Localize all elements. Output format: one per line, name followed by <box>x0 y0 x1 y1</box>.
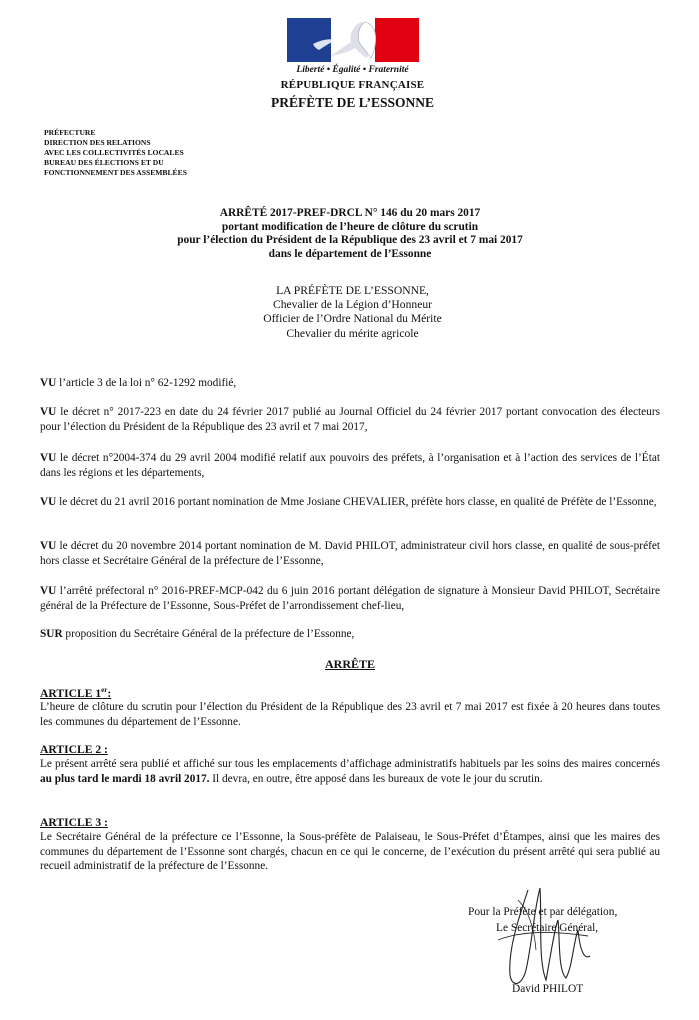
marianne-logo <box>287 18 419 62</box>
decree-title-line: pour l’élection du Président de la République des 23 avril et 7 mai 2017 <box>177 234 523 247</box>
author-line: Chevalier du mérite agricole <box>286 326 419 340</box>
author-line: Officier de l’Ordre National du Mérite <box>263 312 442 326</box>
visa-lead: VU <box>40 452 57 464</box>
visa-text: l’article 3 de la loi n° 62-1292 modifié, <box>56 377 237 389</box>
decree-title-line: ARRÊTÉ 2017-PREF-DRCL N° 146 du 20 mars 2017 <box>219 207 481 219</box>
decree-title-line: dans le département de l’Essonne <box>268 247 432 260</box>
visa-paragraph <box>40 376 660 391</box>
visa-paragraph <box>40 451 660 480</box>
visa-paragraph <box>40 584 660 613</box>
article-3-text: Le Secrétaire Général de la préfecture ce l’Essonne, la Sous-préfète de Palaiseau, le Sous-Préfet d’Étampes, ainsi que les maires des communes du département de l’Essonne sont chargés, chacun en ce qui le concerne, de l’exécution du présent arrêté qui sera publié au recueil administratif de la préfecture de l’Essonne. <box>40 831 660 873</box>
visa-paragraph <box>40 405 660 434</box>
visa-lead: SUR <box>40 628 63 640</box>
article-2-title: ARTICLE 2 : <box>40 743 108 756</box>
author-block <box>200 284 505 341</box>
visa-text: proposition du Secrétaire Général de la préfecture de l’Essonne, <box>62 628 355 640</box>
article-1-text: L’heure de clôture du scrutin pour l’élection du Président de la République des 23 avril et 7 mai 2017 est fixée à 20 heures dans toutes les communes du département de l’Essonne. <box>40 701 660 728</box>
article-3-title: ARTICLE 3 : <box>40 816 108 829</box>
department-line: DIRECTION DES RELATIONS <box>44 138 151 147</box>
motto: Liberté • Égalité • Fraternité <box>296 65 409 75</box>
author-line: Chevalier de la Légion d’Honneur <box>272 298 433 312</box>
visa-text: l’arrêté préfectoral n° 2016-PREF-MCP-042 du 6 juin 2016 portant délégation de signature à Monsieur David PHILOT, Secrétaire général de la Préfecture de l’Essonne, Sous-Préfet de l’arrondissement chef-lieu, <box>40 585 660 612</box>
visa-text: le décret du 21 avril 2016 portant nomination de Mme Josiane CHEVALIER, préfète hors classe, en qualité de Préfète de l’Essonne, <box>56 496 657 508</box>
arrete-heading: ARRÊTE <box>324 657 375 671</box>
department-block <box>44 128 187 178</box>
visa-text: le décret du 20 novembre 2014 portant nomination de M. David PHILOT, administrateur civil hors classe, en qualité de sous-préfet hors classe et Secrétaire Général de la préfecture de l’Essonne, <box>40 540 660 567</box>
visa-lead: VU <box>40 585 57 597</box>
author-line: LA PRÉFÈTE DE L’ESSONNE, <box>276 284 429 297</box>
visa-lead: VU <box>40 496 57 508</box>
signature-role: Le Secrétaire Général, <box>496 922 599 934</box>
signatory-name: David PHILOT <box>512 983 584 995</box>
signature-delegation: Pour la Préfète et par délégation, <box>468 906 618 918</box>
article-2-text: Le présent arrêté sera publié et affiché sur tous les emplacements d’affichage administratifs habituels par les soins des maires concernés au plus tard le mardi 18 avril 2017. Il devra, en outre, être apposé dans les bureaux de vote le jour du scrutin. <box>40 758 660 785</box>
visa-text: le décret n° 2017-223 en date du 24 février 2017 publié au Journal Officiel du 24 février 2017 portant convocation des électeurs pour l’élection du Président de la République des 23 avril et 7 mai 2017, <box>40 406 660 433</box>
visa-paragraph <box>40 539 660 568</box>
department-line: PRÉFECTURE <box>44 128 96 137</box>
department-line: AVEC LES COLLECTIVITÉS LOCALES <box>44 148 184 157</box>
visa-lead: VU <box>40 540 57 552</box>
prefecture-title: PRÉFÈTE DE L’ESSONNE <box>270 95 435 110</box>
department-line: FONCTIONNEMENT DES ASSEMBLÉES <box>44 168 187 177</box>
visa-text: le décret n°2004-374 du 29 avril 2004 modifié relatif aux pouvoirs des préfets, à l’organisation et à l’action des services de l’État dans les régions et les départements, <box>40 452 660 479</box>
visa-lead: VU <box>40 406 57 418</box>
visa-paragraph <box>40 495 660 510</box>
handwritten-signature <box>488 880 598 995</box>
decree-title <box>100 207 600 261</box>
decree-title-line: portant modification de l’heure de clôture du scrutin <box>221 220 479 233</box>
department-line: BUREAU DES ÉLECTIONS ET DU <box>44 158 164 167</box>
visa-paragraph <box>40 627 660 642</box>
visa-lead: VU <box>40 377 57 389</box>
republic-label: RÉPUBLIQUE FRANÇAISE <box>280 79 425 91</box>
article-1-title: ARTICLE 1er: <box>40 686 112 700</box>
